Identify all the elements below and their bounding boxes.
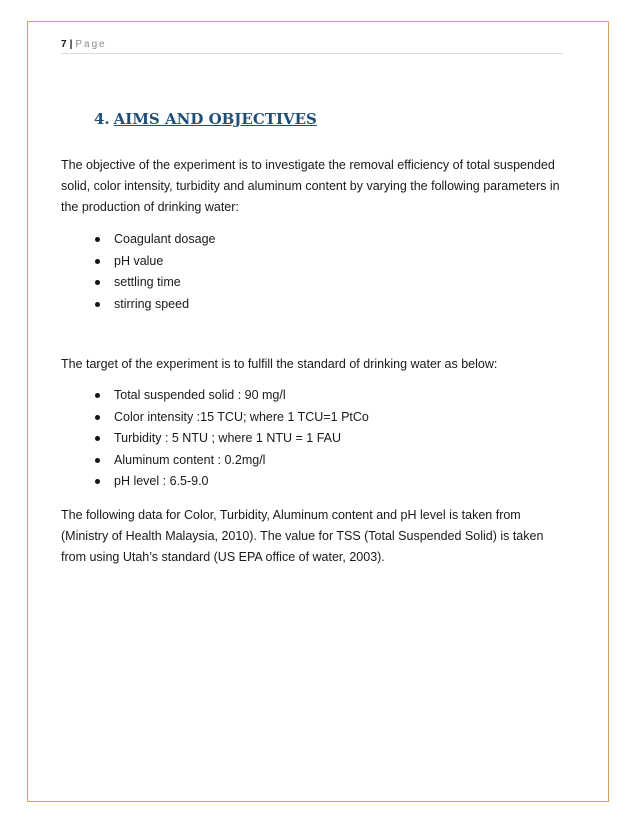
list-item [95, 294, 215, 316]
list-item-text: Aluminum content : 0.2mg/l [114, 452, 266, 467]
list-item-text: Turbidity : 5 NTU ; where 1 NTU = 1 FAU [114, 431, 342, 445]
bullet-icon [95, 458, 100, 463]
list-item-text: settling time [114, 275, 181, 289]
page-number: 7 [61, 39, 67, 50]
standards-list [95, 385, 369, 493]
list-item-text: Total suspended solid : 90 mg/l [114, 388, 286, 402]
bullet-icon [95, 237, 100, 242]
bullet-icon [95, 302, 100, 307]
list-item-text: pH value [114, 253, 164, 268]
page-word: Page [75, 39, 107, 50]
list-item [95, 450, 369, 472]
section-heading [94, 110, 317, 128]
list-item [95, 229, 215, 251]
intro-paragraph: The objective of the experiment is to investigate the removal efficiency of total suspended solid, color intensity, turbidity and aluminum content by varying the following parameters in the production of drinking water: [61, 158, 560, 214]
target-paragraph: The target of the experiment is to fulfill the standard of drinking water as below: [61, 357, 498, 371]
list-item [95, 251, 215, 273]
header-separator: | [69, 39, 73, 50]
parameters-list [95, 229, 215, 315]
list-item-text: pH level : 6.5-9.0 [114, 474, 209, 488]
source-paragraph: The following data for Color, Turbidity, Aluminum content and pH level is taken from (Ministry of Health Malaysia, 2010). The value for TSS (Total Suspended Solid) is taken from using Utah’s standard (US EPA office of water, 2003). [61, 508, 544, 564]
bullet-icon [95, 259, 100, 264]
list-item [95, 428, 369, 450]
list-item-text: Color intensity :15 TCU; where 1 TCU=1 PtCo [114, 409, 369, 424]
list-item [95, 471, 369, 493]
list-item [95, 385, 369, 407]
page-header [61, 39, 563, 54]
list-item [95, 407, 369, 429]
bullet-icon [95, 280, 100, 285]
list-item-text: stirring speed [114, 296, 190, 311]
section-title: AIMS AND OBJECTIVES [113, 110, 317, 128]
section-number: 4. [94, 110, 110, 128]
bullet-icon [95, 393, 100, 398]
bullet-icon [95, 415, 100, 420]
list-item-text: Coagulant dosage [114, 232, 216, 246]
bullet-icon [95, 479, 100, 484]
list-item [95, 272, 215, 294]
bullet-icon [95, 436, 100, 441]
